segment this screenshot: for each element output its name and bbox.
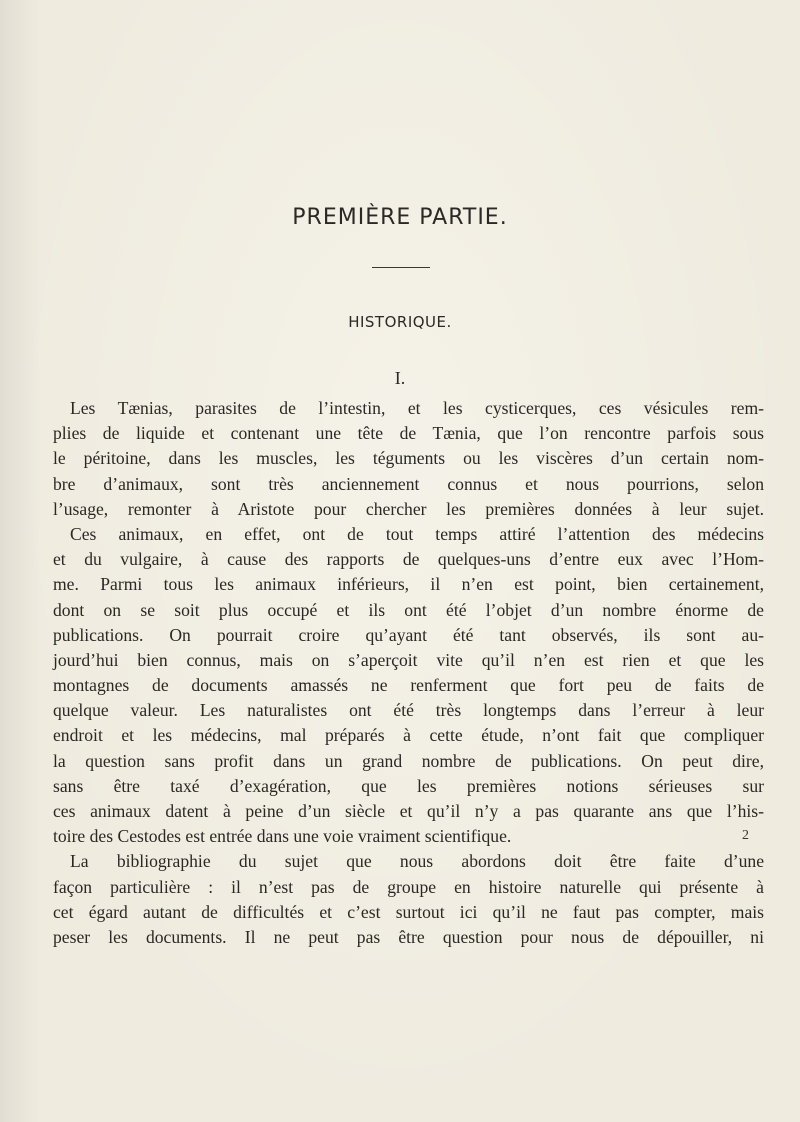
- page-number: 2: [742, 828, 749, 843]
- text-line: la question sans profit dans un grand nombre de publications. On peut dire,: [53, 750, 764, 771]
- text-line: montagnes de documents amassés ne renferment que fort peu de faits de: [53, 675, 764, 696]
- text-line: quelque valeur. Les naturalistes ont été très longtemps dans l’erreur à leur: [53, 700, 764, 721]
- text-line: et du vulgaire, à cause des rapports de quelques-uns d’entre eux avec l’Hom-: [53, 549, 764, 570]
- title-divider: [372, 267, 430, 268]
- text-line: sans être taxé d’exagération, que les premières notions sérieuses sur: [53, 775, 764, 796]
- text-line: cet égard autant de difficultés et c’est surtout ici qu’il ne faut pas compter, mais: [53, 901, 764, 922]
- text-line: bre d’animaux, sont très anciennement connus et nous pourrions, selon: [53, 473, 764, 494]
- text-line: Ces animaux, en effet, ont de tout temps attiré l’attention des médecins: [70, 523, 764, 544]
- text-line: Les Tænias, parasites de l’intestin, et les cysticerques, ces vésicules rem-: [70, 398, 764, 418]
- text-line: plies de liquide et contenant une tête de Tænia, que l’on rencontre parfois sous: [53, 423, 764, 444]
- text-line: ces animaux datent à peine d’un siècle et qu’il n’y a pas quarante ans que l’his-: [53, 801, 764, 821]
- text-line: me. Parmi tous les animaux inférieurs, il n’en est point, bien certainement,: [53, 574, 764, 595]
- part-title: PREMIÈRE PARTIE.: [292, 205, 508, 230]
- text-line: jourd’hui bien connus, mais on s’aperçoit vite qu’il n’en est rien et que les: [53, 649, 764, 670]
- body-text: [53, 396, 764, 950]
- text-line: l’usage, remonter à Aristote pour chercher les premières données à leur sujet.: [53, 498, 764, 519]
- section-numeral: I.: [394, 368, 406, 388]
- text-line: La bibliographie du sujet que nous abordons doit être faite d’une: [70, 851, 764, 872]
- text-line: endroit et les médecins, mal préparés à cette étude, n’ont fait que compliquer: [53, 725, 764, 746]
- text-line: le péritoine, dans les muscles, les téguments ou les viscères d’un certain nom-: [53, 448, 764, 469]
- text-line: peser les documents. Il ne peut pas être question pour nous de dépouiller, ni: [53, 926, 764, 947]
- section-title: HISTORIQUE.: [348, 313, 452, 331]
- text-line: façon particulière : il n’est pas de groupe en histoire naturelle qui présente à: [53, 876, 764, 897]
- text-line: toire des Cestodes est entrée dans une voie vraiment scientifique.: [53, 826, 512, 847]
- text-line: publications. On pourrait croire qu’ayant été tant observés, ils sont au-: [53, 624, 764, 645]
- text-line: dont on se soit plus occupé et ils ont été l’objet d’un nombre énorme de: [53, 599, 764, 620]
